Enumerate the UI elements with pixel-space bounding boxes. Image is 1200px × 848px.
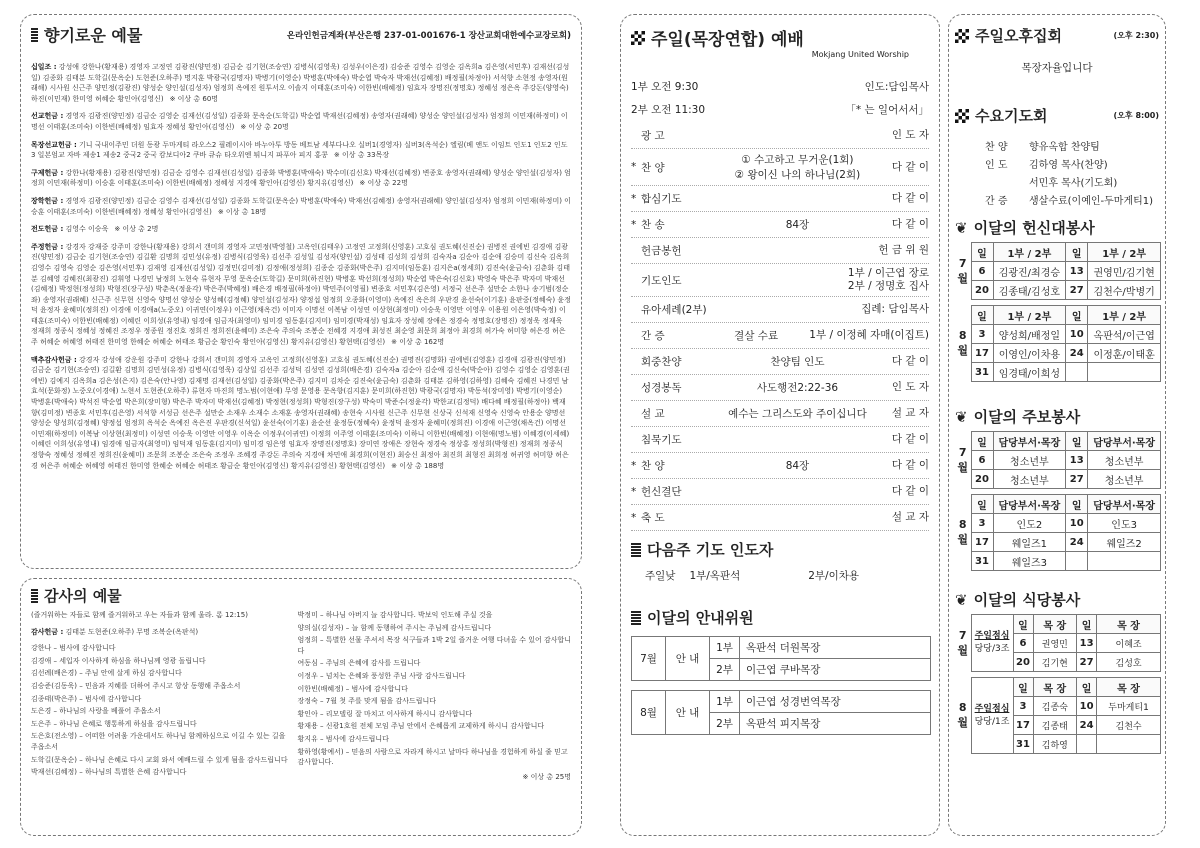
offering-title: 향기로운 예물 xyxy=(31,23,142,46)
offering-section xyxy=(31,355,571,472)
kitchen-group-name: 주일점심 xyxy=(974,631,1010,641)
thanks-item: 이한빈(배혜정) – 범사에 감사합니다 xyxy=(297,684,408,693)
thanks-item: 황재용 – 신광1호원 전체 모임 주님 안에서 은혜롭게 교제하게 하시니 감사합니다 xyxy=(297,722,545,731)
duty-header: 일 xyxy=(1066,243,1088,262)
duty-person: 김종태/김성호 xyxy=(993,281,1066,300)
duty-day: 20 xyxy=(1013,653,1033,672)
order-row xyxy=(631,505,929,531)
order-leader: 다 같 이 xyxy=(891,355,929,367)
offering-section-names: 강성애 강한나(황재용) 경영자 고정연 김광진(양민정) 김금순 김기현(조승연) 김병식(김영욱) 김성우(이은경) 김승준 김영수 김영순 김옥희a 김은영(서민후) 김재선(김성일) 김종화 김태분 도학길(문옥순) 도현준(오하주) 명지훈 박광국(김명자) 박병기(이영순) 박병훈(박애숙) 박순엽 박숙자 박재선(김혜정) 배정필(차정아) 서석향 소현정 송영자(원래해) 시사원 신근주 양민정(김광진) 양성순 양인설(김성자) 엄정희 옥예진 원투서오 이솔지 이태훈(조미숙) 이한빈(배혜정) 임효자 장명진(정명호) 정혜성 정은옥 주강돈(양영숙) 하진(이민재) 한미영 허혜순 황인아(김영신) xyxy=(31,63,570,103)
offering-section-label: 선교헌금 : xyxy=(31,112,64,121)
order-label: 헌금봉헌 xyxy=(641,245,682,257)
wednesday-line xyxy=(985,156,1159,171)
kitchen-group-sub: 당당/3조 xyxy=(974,644,1010,654)
offering-section-label: 목장선교헌금 : xyxy=(31,140,77,149)
duty-person xyxy=(1088,552,1161,571)
duty-row xyxy=(955,552,1161,571)
order-row xyxy=(631,238,929,264)
duty-day: 17 xyxy=(971,344,993,363)
offering-section-count: ※ 이상 총 33목장 xyxy=(333,151,390,160)
order-label: 침묵기도 xyxy=(641,434,682,446)
duty-person: 권영민 xyxy=(1033,634,1077,653)
order-leader: 헌 금 위 원 xyxy=(878,244,929,256)
duty-day: 24 xyxy=(1066,344,1088,363)
duty-header-row xyxy=(955,495,1161,514)
standing-mark: * xyxy=(631,459,637,472)
bars-icon xyxy=(631,611,641,625)
sunday-pm-title: 주일오후집회 xyxy=(955,25,1062,46)
offering-section-label: 맥추감사헌금 : xyxy=(31,355,77,364)
order-leader: 다 같 이 xyxy=(891,485,929,497)
offering-section xyxy=(31,224,571,235)
offering-section-count: ※ 이상 총 18명 xyxy=(217,207,267,216)
duty-header: 일 xyxy=(1066,495,1088,514)
duty-month: 8월 xyxy=(955,495,971,571)
thanks-item: 황지유 – 범사에 감사드립니다 xyxy=(297,734,389,743)
service-leader-1: 인도:담임목사 xyxy=(864,81,929,93)
offering-section-names: 강경자 강성애 강운원 강주미 강한나 강희서 갠미희 경영자 고옥인 고정희(신영훈) 고호심 권도혜(신진순) 권명진(김명화) 권에빈(김영훈) 김경애 김광진(양민정) 김금순 김기현(조승연) 김길환 김명희 김민성(유정) 김병식(김영욱) 김상일 김선주 김성덕 김성연 김성희(배은경) 김숙자a 김순아 김순애 김신숙(박순아) 김영수 김영순 김영훈(권에빈) 김예지 김옥희a 김은성(은지) 김은숙(안나영) 김재명 김재선(김성일) 김종화(박은주) 김지미 김차순 김진숙(윤금숙) 김춘화 김태분 김하영(김하영) 김혜숙 김혜진 나경민 남효석(문화정) 노중오(이경애) 노현서 도현준(오하주) 류현자 마진희 명노범(이현애) 무영 문영용 문옥향(김지훈) 문미희(하진현) 박광국(김명자) 박동석(장미영) 박병기(이영순) 박병훈(박애숙) 박석진 박순엽 박은희(장미형) 박은주 박자미 박재선(김혜정) 박정현(정성희) 박형진(장구성) 박숙미 박준수(정윤각) 박한교(김정덕) 배다혜 배정필(하정아) 백재향(김미정) 변종호 서민후(김은영) 서석향 서성금 선은주 설만순 소재우 소재수 소재훈 송영자(권래혜) 송현숙 시사원 신근주 신무현 신상국 신석재 신영숙 신영숙 안용순 양명선 양성순 양성희(김정혜) 양정섭 엄정희 옥석순 옥예진 옥은진 우판경(신석일) 윤선숙(이기훈) 윤순선 윤정동(정혜숙) 윤정덕 윤정자 윤혜미(정희진) 이경애 이근영(채옥건) 이명선 이민재(하정미) 이복남 이상현(최정미) 이성연 이승욱 이영만 이영우 이옥순 이정우(이귀연) 이정희 이주영 이태훈(조미숙) 이하니 이한빈(배혜정) 이현애(명노범) 이혜경(이세혜) 이혜린 이희성(유영내) 임경애 임금자(최영미) 임덕재 임동훈(김지미) 임미경 임은영 임효자 장명진(정명호) 장미연 장애은 장현숙 정경숙 정상홍 정성희(박형진) 정재희 정종식 정향숙 정혜성 정혜진 정희진(윤혜미) 조문희 조봉순 조은숙 조정우 조혜경 주강돈 주의숙 지경애 차민애 최경희(이현진) 최승신 최정아 최진희 최형진 최희정 허귀영 허미향 허은경 허은주 허혜순 허혜영 허태진 한미영 한혜순 허혜순 허태조 황금순 황인아(김영신) 황지유(김영신) 황현택(김영신) xyxy=(31,355,570,470)
duty-month: 7월 xyxy=(955,432,971,489)
usher-service: 2부 xyxy=(710,713,740,735)
duty-header-row xyxy=(955,432,1161,451)
flag-icon xyxy=(955,109,969,123)
wednesday-title: 수요기도회 xyxy=(955,105,1047,126)
order-detail: 84장 xyxy=(785,460,810,472)
duty-row xyxy=(955,325,1161,344)
offering-section xyxy=(31,111,571,132)
duty-header: 일 xyxy=(1066,306,1088,325)
order-row xyxy=(631,212,929,238)
duty-day: 31 xyxy=(971,363,993,382)
duty-day: 31 xyxy=(971,552,993,571)
thanks-item: 도은주 – 하나님 은혜로 행통하게 하심을 감사드립니다 xyxy=(31,719,197,728)
service-subtitle: Mokjang United Worship xyxy=(811,50,909,59)
offering-section-count: ※ 이상 총 60명 xyxy=(169,94,219,103)
usher-name: 옥판석 피지목장 xyxy=(740,713,931,735)
bars-icon xyxy=(31,589,38,603)
order-row xyxy=(631,349,929,375)
duty-day xyxy=(1066,363,1088,382)
duty-row xyxy=(955,344,1161,363)
duty-person: 이혜조 xyxy=(1097,634,1161,653)
usher-role: 안 내 xyxy=(666,637,710,681)
order-leader: 다 같 이 xyxy=(891,192,929,204)
duty-header: 일 xyxy=(1013,615,1033,634)
heart-icon: ❦ xyxy=(955,590,968,609)
order-label: 설 교 xyxy=(641,408,665,420)
duty-row xyxy=(955,514,1161,533)
duty-person: 웨일즈1 xyxy=(993,533,1066,552)
duty-header: 1부 / 2부 xyxy=(1088,243,1161,262)
wednesday-person: 서민후 목사(기도회) xyxy=(1029,178,1118,189)
duty-header-row xyxy=(955,243,1161,262)
duty-header: 일 xyxy=(971,495,993,514)
order-detail: 찬양팀 인도 xyxy=(770,356,825,368)
order-label: 헌신결단 xyxy=(641,486,682,498)
service-title: 주일(목장연합) 예배 xyxy=(631,25,929,50)
bars-icon xyxy=(631,543,641,557)
usher-row xyxy=(632,637,931,659)
thanks-item: 도은호(전소영) – 어떠한 어려움 가운데서도 하나님 함께하심으로 이길 수 있는 길을 주옵소서 xyxy=(31,732,286,751)
duty-day: 10 xyxy=(1066,325,1088,344)
offering-section-names: 김영수 이승욱 xyxy=(65,225,109,234)
service-time-2: 2부 오전 11:30 xyxy=(631,104,706,116)
usher-name: 옥판석 더원목장 xyxy=(740,637,931,659)
flag-icon xyxy=(955,29,969,43)
duty-person: 청소년부 xyxy=(993,470,1066,489)
sunday-pm-box xyxy=(948,14,1166,836)
duty-person: 청소년부 xyxy=(1088,451,1161,470)
wednesday-line xyxy=(985,138,1159,153)
duty-person: 양성희/배정일 xyxy=(993,325,1066,344)
order-leader: 다 같 이 xyxy=(891,459,929,471)
order-leader: 인 도 자 xyxy=(891,129,929,141)
sunday-pm-time: (오후 2:30) xyxy=(1113,31,1159,40)
offering-section-count: ※ 이상 총 2명 xyxy=(114,225,159,234)
duty-person: 두마게티1 xyxy=(1097,697,1161,716)
sunday-pm-note: 목장자율입니다 xyxy=(1021,62,1093,74)
duty-person: 이영인/이차용 xyxy=(993,344,1066,363)
next-prayer-1: 1부/옥판석 xyxy=(689,570,741,582)
duty-header: 담당부서·목장 xyxy=(993,495,1066,514)
offering-section-label: 십일조 : xyxy=(31,63,57,71)
duty-header: 담당부서·목장 xyxy=(1088,432,1161,451)
order-row xyxy=(631,186,929,212)
kitchen-group xyxy=(971,615,1013,672)
heart-icon: ❦ xyxy=(955,218,968,237)
order-label: 성경봉독 xyxy=(641,382,682,394)
duty-day: 3 xyxy=(971,325,993,344)
offering-section-count: ※ 이상 총 20명 xyxy=(240,122,289,131)
usher-service: 1부 xyxy=(710,691,740,713)
offering-section xyxy=(31,62,571,104)
order-leader: 설 교 자 xyxy=(891,407,929,419)
bulletin-duty-title: ❦ 이달의 주보봉사 xyxy=(955,407,1081,426)
offering-section-names: 강경자 강재중 강주미 강한나(황재용) 강희서 갠미희 경영자 고민정(박영철) 고옥인(김태우) 고정연 고정희(신영훈) 고호심 권도혜(신진순) 권병진 권에빈 김경애 김광진(양민정) 김금순 김기현(조승연) 김길환 김명희 김민성(유정) 김병식(김영욱) 김선주 김성일 김성자(양인설) 김성태 김성희 김성희 김숙자a 김순아 김순애 김승미 김신숙 김옥희 김영수 김영숙 김영순 김은영(서민후) 김재영 김재선(김성일) 김정민(김미정) 김정애(정성희) 김종순 김종화(박은주) 김지미(임동훈) 김지은a(정세희) 김진숙(윤금숙) 김춘화 김태분 김혜영 김혜진(최광진) 김휘영 나경민 남정희 노현숙 류현자 무영 문옥순(도학길) 문미희(하진현) 박병훈 박선희(정성희) 박순엽 박은숙(김신호) 박영숙 박은주 박자미 박재선(김혜정) 박정현(정성희) 박형진(장구성) 박춘옥(정윤각) 박은주(박혜정) 배은경 배정필(하정아) 박민주(이영필) 변종호 서민후(김은영) 서정국 선은주 설만순 소한나 송기범(정순좌) 송영자(권래혜) 신근주 신무현 신영숙 양명선 양성순 양성혜(김정혜) 양인설(김성자) 양정섭 엄정희 오종화(이영미) 옥예진 옥은희 우판경 윤선숙(이기훈) 윤판중(정혜숙) 윤정덕 윤정자 윤혜미(정희진) 이경애 이경애a(노중오) 이귀연(이정우) 이근영(채옥건) 이미자 이명선 이복남 이성연 이상현(최정미) 이승욱 이영만 이영우 이용원 이은영(박숙정) 이태훈(조미숙) 이한빈(배혜정) 이혜린 이희성(유영내) 임경애 임금자(최영미) 임미경 임동훈(김지미) 임미경(박재성) 임효자 장성혜 장애은 정경숙 정명호(장명진) 정정욱 정재욱 정재희 정종식 정혜성 정혜진 조정우 정종원 정진호 정희진 정희진(윤혜미) 조은숙 주의숙 조봉순 전혜경 지경애 최성진 최순영 최문희 최정아 최경희 허가숙 허미향 허은경 허은주 허혜순 허혜영 허태진 한미영 한혜순 허혜순 허태조 황금순 황인숙 황인아(김영신) 황지유(김영신) 황현택(김영신) xyxy=(31,242,571,347)
offering-section xyxy=(31,168,571,189)
wednesday-role xyxy=(985,174,1021,189)
order-leader: 1부 / 이정혜 자매(이집트) xyxy=(809,329,929,341)
duty-row xyxy=(955,281,1161,300)
order-label: 합심기도 xyxy=(641,193,682,205)
thanks-item: 강한나 – 범사에 감사합니다 xyxy=(31,644,116,653)
duty-day: 10 xyxy=(1066,514,1088,533)
duty-header: 일 xyxy=(1077,615,1097,634)
thanks-item: 김경애 – 세입자 이사하게 하심을 하나님께 영광 돌립니다 xyxy=(31,656,206,665)
bars-icon xyxy=(31,28,38,42)
standing-mark: * xyxy=(631,161,637,173)
duty-person xyxy=(1097,735,1161,754)
thanks-label: 감사헌금 : xyxy=(31,627,64,636)
thanks-verse: (즐거워하는 자들로 함께 즐거워하고 우는 자들과 함께 울라. 롬 12:15) xyxy=(31,611,248,619)
wednesday-role: 인 도 xyxy=(985,160,1008,171)
duty-header: 1부 / 2부 xyxy=(993,306,1066,325)
duty-header: 목 장 xyxy=(1033,615,1077,634)
duty-person: 청소년부 xyxy=(993,451,1066,470)
order-label: 기도인도 xyxy=(641,274,682,287)
order-row xyxy=(631,401,929,427)
offering-section-label: 전도헌금 : xyxy=(31,225,64,234)
duty-header: 목 장 xyxy=(1033,678,1077,697)
order-leader: 다 같 이 xyxy=(891,218,929,230)
thanks-box xyxy=(20,578,582,836)
order-leader: 다 같 이 xyxy=(891,433,929,445)
duty-day: 27 xyxy=(1066,281,1088,300)
thanks-title: 감사의 예물 xyxy=(31,585,571,606)
duty-header-row xyxy=(955,306,1161,325)
next-prayer-label: 주일낮 xyxy=(645,570,676,582)
thanks-item: 도학길(문옥순) – 하나님 은혜로 다시 교회 와서 예배드릴 수 있게 됨을 감사드립니다 xyxy=(31,755,288,764)
usher-name: 이근엽 쿠바목장 xyxy=(740,659,931,681)
kitchen-duty-title: ❦ 이달의 식당봉사 xyxy=(955,590,1081,609)
heart-icon: ❦ xyxy=(955,407,968,426)
thanks-item: 박정미 – 하나님 아버지 늘 감사합니다. 박보익 인도해 주실 것을 xyxy=(297,611,493,619)
offering-section xyxy=(31,242,571,348)
offering-section-names: 경영자 김광진(양민정) 김금순 김영수 김재선(김성일) 김종화 도학길(문옥순) 박병훈(박애숙) 박재선(김혜정) 송영자(권래혜) 양인설(김성자) 엄정희 이민재(하정미) 이승훈 이태훈(조미숙) 이한빈(배혜정) 정혜성 황인아(김영신) xyxy=(31,196,571,216)
wednesday-role: 찬 양 xyxy=(985,142,1008,153)
duty-person: 옥판석/이근엽 xyxy=(1088,325,1161,344)
offering-section xyxy=(31,196,571,217)
order-row xyxy=(631,323,929,349)
usher-row xyxy=(632,691,931,713)
usher-service: 1부 xyxy=(710,637,740,659)
duty-day: 13 xyxy=(1066,451,1088,470)
wednesday-line xyxy=(985,174,1159,189)
duty-row xyxy=(955,470,1161,489)
standing-note: 「* 는 일어서서」 xyxy=(845,104,929,116)
order-detail: 84장 xyxy=(785,219,810,231)
kitchen-group-sub: 당당/1조 xyxy=(974,716,1010,727)
duty-person xyxy=(1088,363,1161,382)
order-label: 찬 양 xyxy=(641,161,665,174)
duty-header: 목 장 xyxy=(1097,678,1161,697)
duty-header: 일 xyxy=(1066,432,1088,451)
usher-spacer xyxy=(632,681,931,691)
duty-person: 인도2 xyxy=(993,514,1066,533)
offering-section-count: ※ 이상 총 22명 xyxy=(359,179,408,188)
duty-header: 담당부서·목장 xyxy=(993,432,1066,451)
usher-month: 8월 xyxy=(632,691,666,735)
duty-person: 김기현 xyxy=(1033,653,1077,672)
order-label: 간 증 xyxy=(641,330,665,342)
thanks-item: 양의실(김성자) – 늘 함께 동행하여 주시는 주님께 감사드립니다 xyxy=(297,623,492,632)
offering-section-names: 기니 국내이주민 더원 동광 두마게티 라오스2 필레이시아 바누아투 방동 베트남 세부다나오 실버1(경영자) 실버3(옥석순) 엘림(베 앤도 이임트 인도1 인도2 인도3 일본엄교 자바 제송1 제송2 중국2 중국 캄보디아2 쿠바 큐슈 타오위엔 튀니지 파푸아 피지 홍콩 xyxy=(31,140,568,160)
thanks-item: 황인아 – 리모델링 잘 마치고 이사하게 하시니 감사합니다 xyxy=(297,709,473,718)
service-box xyxy=(620,14,940,836)
order-row xyxy=(631,264,929,297)
kitchen-group xyxy=(971,678,1013,754)
offering-section-names: 강한나(황재용) 김광진(양민정) 김금순 김영수 김재선(김성일) 김종화 박병훈(박애숙) 박수미(김신호) 박재선(김혜정) 변종호 송영자(권래혜) 양성순 양인설(김성자) 엄정희 이민재(하정미) 이승훈 이태훈(조미숙) 이한빈(배혜정) 정혜성 지경애 황인아(김영신) 황지유(김영신) xyxy=(31,168,571,188)
duty-person: 웨일즈2 xyxy=(1088,533,1161,552)
duty-person: 권영민/김기현 xyxy=(1088,262,1161,281)
duty-person: 이정훈/이태훈 xyxy=(1088,344,1161,363)
duty-day: 13 xyxy=(1077,634,1097,653)
offering-box xyxy=(20,14,582,569)
order-leader: 1부 / 이근엽 장로 2부 / 정명호 집사 xyxy=(847,267,929,292)
duty-header: 일 xyxy=(971,243,993,262)
duty-row xyxy=(955,451,1161,470)
kitchen-duty-table xyxy=(955,614,1161,754)
duty-person: 청소년부 xyxy=(1088,470,1161,489)
duty-day: 27 xyxy=(1066,470,1088,489)
order-leader: 인 도 자 xyxy=(891,381,929,393)
duty-header: 목 장 xyxy=(1097,615,1161,634)
order-label: 회중찬양 xyxy=(641,356,682,368)
duty-person: 김천수/박병기 xyxy=(1088,281,1161,300)
duty-header: 1부 / 2부 xyxy=(993,243,1066,262)
order-label: 유아세례(2부) xyxy=(641,304,707,316)
offering-section-label: 장학헌금 : xyxy=(31,196,64,205)
wednesday-person: 향유옥합 찬양팀 xyxy=(1029,142,1100,153)
order-detail: 사도행전2:22-36 xyxy=(756,382,839,394)
offering-duty-title: ❦ 이달의 헌신대봉사 xyxy=(955,218,1095,237)
flag-icon xyxy=(631,31,645,45)
usher-title: 이달의 안내위원 xyxy=(631,607,929,628)
duty-row xyxy=(955,262,1161,281)
thanks-item: 여동심 – 주님의 은혜에 감사를 드립니다 xyxy=(297,659,421,668)
order-leader: 집례: 담임목사 xyxy=(861,303,929,315)
duty-header: 일 xyxy=(971,306,993,325)
thanks-item: 장정숙 – 7월 첫 주를 맞게 됨을 감사드립니다 xyxy=(297,697,437,706)
order-row xyxy=(631,479,929,505)
duty-header: 일 xyxy=(971,432,993,451)
usher-month: 7월 xyxy=(632,637,666,681)
next-prayer-2: 2부/이차용 xyxy=(808,570,860,582)
duty-day: 24 xyxy=(1066,533,1088,552)
standing-mark: * xyxy=(631,485,637,498)
usher-name: 이근엽 성경번역목장 xyxy=(740,691,931,713)
order-label: 광 고 xyxy=(641,130,665,142)
order-row xyxy=(631,375,929,401)
duty-row xyxy=(955,363,1161,382)
duty-person: 김하영 xyxy=(1033,735,1077,754)
order-label: 축 도 xyxy=(641,512,665,524)
usher-role: 안 내 xyxy=(666,691,710,735)
offering-section-count: ※ 이상 총 162명 xyxy=(391,338,445,347)
duty-person: 인도3 xyxy=(1088,514,1161,533)
order-row xyxy=(631,453,929,479)
order-row xyxy=(631,149,929,186)
standing-mark: * xyxy=(631,218,637,231)
thanks-names: 김태분 도현준(오하주) 무명 조복순(옥판석) xyxy=(65,627,199,636)
thanks-item: 황하영(황예서) – 믿음의 사람으로 자라게 하시고 날마다 하나님을 경험하게 하실 줄 믿고 감사합니다. xyxy=(297,747,568,767)
duty-month: 7월 xyxy=(955,615,971,672)
duty-person: 김종태 xyxy=(1033,716,1077,735)
thanks-item: 박재선(김혜정) – 하나님의 특별한 은혜 감사합니다 xyxy=(31,768,187,777)
order-label: 찬 양 xyxy=(641,460,665,472)
thanks-item: 이정우 – 넘치는 은혜와 풍성한 주님 사랑 감사드립니다 xyxy=(297,671,466,680)
duty-person: 김광진/최경승 xyxy=(993,262,1066,281)
kitchen-group-name: 주일점심 xyxy=(974,703,1010,714)
thanks-item: 김선례(배은경) – 주님 안에 살게 하심 감사합니다 xyxy=(31,669,182,678)
duty-day: 20 xyxy=(971,281,993,300)
order-row xyxy=(631,123,929,149)
wednesday-time: (오후 8:00) xyxy=(1113,111,1159,120)
duty-day: 3 xyxy=(1013,697,1033,716)
duty-day: 24 xyxy=(1077,716,1097,735)
duty-person: 김천수 xyxy=(1097,716,1161,735)
standing-mark: * xyxy=(631,192,637,205)
duty-person: 김종숙 xyxy=(1033,697,1077,716)
duty-day: 6 xyxy=(1013,634,1033,653)
bulletin-duty-table xyxy=(955,431,1161,571)
wednesday-line xyxy=(985,192,1159,207)
duty-person: 김성호 xyxy=(1097,653,1161,672)
duty-day: 13 xyxy=(1066,262,1088,281)
duty-header-row xyxy=(955,678,1161,697)
order-leader: 설 교 자 xyxy=(891,511,929,523)
duty-month: 7월 xyxy=(955,243,971,300)
offering-section-label: 구제헌금 : xyxy=(31,168,64,177)
duty-month: 8월 xyxy=(955,306,971,382)
wednesday-person: 생살수료(이예인-두마게티1) xyxy=(1029,196,1154,207)
offering-section-names: 경영자 김광진(양민정) 김금순 김영순 김재선(김성일) 김종화 문옥순(도학길) 박순엽 박재선(김혜정) 송영자(권래혜) 양성순 양인설(김성자) 엄정희 이민재(하정미) 이명선 이태훈(조미숙) 이한빈(배혜정) 임효자 정혜성 황인아(김영신) xyxy=(31,112,568,131)
duty-header: 담당부서·목장 xyxy=(1088,495,1161,514)
online-account: 온라인헌금계좌(부산은행 237-01-001676-1 장산교회대한예수교장로회) xyxy=(286,30,571,41)
usher-service: 2부 xyxy=(710,659,740,681)
duty-row xyxy=(955,533,1161,552)
duty-day: 17 xyxy=(1013,716,1033,735)
duty-day: 20 xyxy=(971,470,993,489)
duty-day: 6 xyxy=(971,451,993,470)
thanks-item: 김종태(박은주) – 범사에 감사합니다 xyxy=(31,694,142,703)
order-row xyxy=(631,297,929,323)
duty-day xyxy=(1066,552,1088,571)
offering-section-label: 주정헌금 : xyxy=(31,242,64,251)
thanks-count: ※ 이상 총 25명 xyxy=(522,772,571,781)
thanks-item: 도은경 – 하나님의 사랑을 베풀어 주옵소서 xyxy=(31,707,161,716)
order-row xyxy=(631,427,929,453)
duty-day: 27 xyxy=(1077,653,1097,672)
duty-month: 8월 xyxy=(955,678,971,754)
offering-section-count: ※ 이상 총 188명 xyxy=(391,461,445,470)
duty-header: 일 xyxy=(1077,678,1097,697)
thanks-item: 엄정희 – 특별한 선물 주셔서 목장 식구들과 1박 2일 즐거운 여행 다녀올 수 있어 감사합니다 xyxy=(297,636,572,655)
duty-header: 1부 / 2부 xyxy=(1088,306,1161,325)
duty-day: 6 xyxy=(971,262,993,281)
usher-table xyxy=(631,636,931,735)
duty-day: 31 xyxy=(1013,735,1033,754)
duty-person: 임경태/이희성 xyxy=(993,363,1066,382)
duty-day: 10 xyxy=(1077,697,1097,716)
standing-mark: * xyxy=(631,511,637,524)
offering-duty-table xyxy=(955,242,1161,382)
wednesday-role: 간 증 xyxy=(985,196,1008,207)
duty-person: 웨일즈3 xyxy=(993,552,1066,571)
next-prayer-title: 다음주 기도 인도자 xyxy=(631,539,929,560)
order-label: 찬 송 xyxy=(641,219,665,231)
duty-day: 3 xyxy=(971,514,993,533)
wednesday-person: 김하영 목사(찬양) xyxy=(1029,160,1108,171)
duty-header: 일 xyxy=(1013,678,1033,697)
duty-header-row xyxy=(955,615,1161,634)
order-detail: ① 수고하고 무거운(1회) ② 왕이신 나의 하나님(2회) xyxy=(734,154,861,181)
service-time-1: 1부 오전 9:30 xyxy=(631,81,699,93)
thanks-item: 김승준(김동욱) – 민음과 지혜를 더하여 주시고 항상 동행해 주옵소서 xyxy=(31,681,241,690)
order-leader: 다 같 이 xyxy=(891,160,929,173)
duty-day: 17 xyxy=(971,533,993,552)
order-detail: 결살 수료 xyxy=(734,330,779,342)
order-detail: 예수는 그리스도와 주이십니다 xyxy=(728,408,867,420)
offering-section xyxy=(31,140,571,161)
duty-day xyxy=(1077,735,1097,754)
